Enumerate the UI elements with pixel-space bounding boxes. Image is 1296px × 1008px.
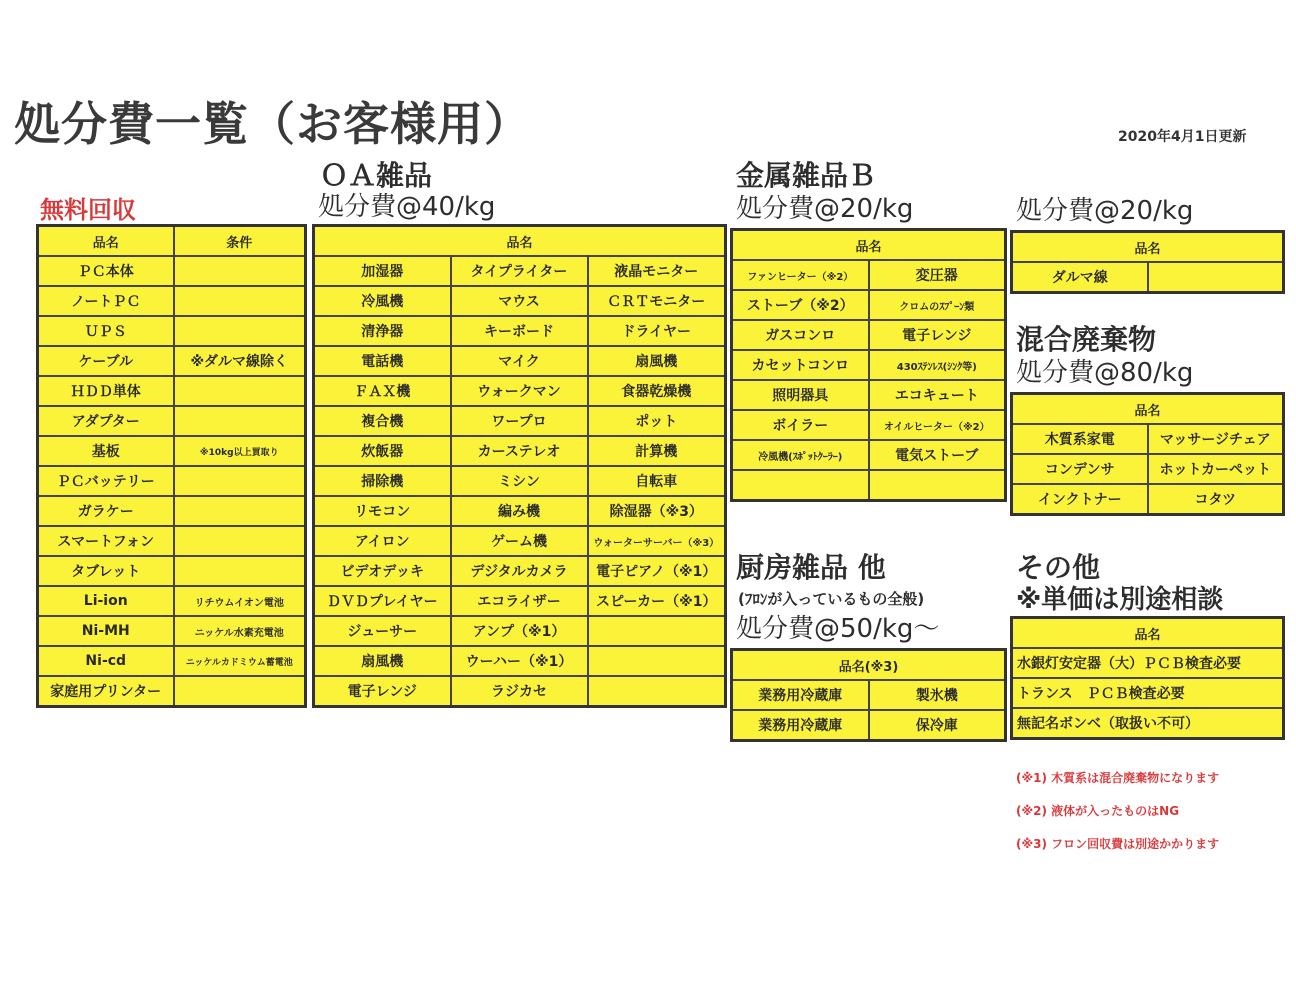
table-cell: スピーカー（※1） <box>588 586 726 616</box>
table-cell: ＵＰＳ <box>38 316 174 346</box>
table-row <box>314 526 726 556</box>
table-cell: 照明器具 <box>732 380 869 410</box>
table-cell: 電子ピアノ（※1） <box>588 556 726 586</box>
table-cell: ジューサー <box>314 616 451 646</box>
table-row <box>314 406 726 436</box>
table-cell <box>174 526 306 556</box>
table-cell <box>588 676 726 707</box>
table-cell: 自転車 <box>588 466 726 496</box>
table-row <box>732 260 1006 290</box>
table-row <box>38 676 306 707</box>
metal-price: 処分費@20/kg <box>736 194 914 224</box>
table-row <box>314 436 726 466</box>
table-cell: 業務用冷蔵庫 <box>732 680 869 710</box>
table-cell: コタツ <box>1148 484 1284 515</box>
daruma-table <box>1010 230 1285 294</box>
free-heading: 無料回収 <box>40 196 136 224</box>
table-cell: マイク <box>451 346 588 376</box>
table-cell: ニッケル水素充電池 <box>174 616 306 646</box>
table-cell: 食器乾燥機 <box>588 376 726 406</box>
mixed-table <box>1010 392 1285 516</box>
table-cell: 清浄器 <box>314 316 451 346</box>
table-cell: マウス <box>451 286 588 316</box>
table-cell: ボイラー <box>732 410 869 440</box>
table-row <box>732 470 1006 501</box>
table-cell: Ni-cd <box>38 646 174 676</box>
table-cell: 扇風機 <box>314 646 451 676</box>
kitchen-price: 処分費@50/kg～ <box>736 614 940 644</box>
table-cell: ＰＣ本体 <box>38 256 174 286</box>
header-cell-item: 品名 <box>38 226 174 257</box>
table-cell: カーステレオ <box>451 436 588 466</box>
table-cell: 掃除機 <box>314 466 451 496</box>
table-row <box>1012 424 1284 454</box>
table-cell: Ni-MH <box>38 616 174 646</box>
table-cell <box>174 376 306 406</box>
table-cell: 無記名ボンベ（取扱い不可） <box>1012 708 1284 739</box>
table-cell: ホットカーペット <box>1148 454 1284 484</box>
table-cell: 液晶モニター <box>588 256 726 286</box>
table-cell: 保冷庫 <box>869 710 1006 741</box>
header-cell-item: 品名 <box>314 226 726 257</box>
table-cell: ＤＶＤプレイヤー <box>314 586 451 616</box>
table-cell: ノートＰＣ <box>38 286 174 316</box>
table-cell: ニッケルカドミウム蓄電池 <box>174 646 306 676</box>
table-row <box>38 496 306 526</box>
table-cell: 冷風機(ｽﾎﾟｯﾄｸｰﾗｰ) <box>732 440 869 470</box>
table-cell: オイルヒーター（※2） <box>869 410 1006 440</box>
table-row <box>314 646 726 676</box>
table-cell: 変圧器 <box>869 260 1006 290</box>
table-cell <box>588 616 726 646</box>
table-cell: 炊飯器 <box>314 436 451 466</box>
table-cell: アイロン <box>314 526 451 556</box>
table-row <box>1012 484 1284 515</box>
table-cell: エコライザー <box>451 586 588 616</box>
table-cell: 基板 <box>38 436 174 466</box>
table-cell: 電子レンジ <box>314 676 451 707</box>
table-cell: デジタルカメラ <box>451 556 588 586</box>
daruma-price: 処分費@20/kg <box>1016 196 1194 226</box>
oa-heading: ＯＡ雑品 <box>320 159 433 192</box>
table-cell: Li-ion <box>38 586 174 616</box>
table-row <box>314 256 726 286</box>
table-cell: クロムのｽﾌﾟｰﾝ類 <box>869 290 1006 320</box>
table-cell: カセットコンロ <box>732 350 869 380</box>
oa-price: 処分費@40/kg <box>318 192 496 222</box>
table-row <box>314 376 726 406</box>
mixed-price: 処分費@80/kg <box>1016 358 1194 388</box>
table-cell: ガスコンロ <box>732 320 869 350</box>
table-row <box>732 410 1006 440</box>
table-cell <box>1148 262 1284 293</box>
updated-date: 2020年4月1日更新 <box>1118 129 1247 145</box>
table-cell: 水銀灯安定器（大）ＰＣＢ検査必要 <box>1012 648 1284 678</box>
table-cell: 家庭用プリンター <box>38 676 174 707</box>
header-cell-condition: 条件 <box>174 226 306 257</box>
table-cell: ダルマ線 <box>1012 262 1148 293</box>
table-cell <box>174 316 306 346</box>
footnote-3: (※3) フロン回収費は別途かかります <box>1016 837 1220 851</box>
footnotes <box>1016 762 1219 861</box>
free-table <box>36 224 307 708</box>
table-cell: アンプ（※1） <box>451 616 588 646</box>
table-row <box>38 586 306 616</box>
table-row <box>38 376 306 406</box>
table-cell: 計算機 <box>588 436 726 466</box>
other-table <box>1010 616 1285 740</box>
other-heading: その他 <box>1016 551 1101 584</box>
table-cell: ＨＤＤ単体 <box>38 376 174 406</box>
table-cell: インクトナー <box>1012 484 1148 515</box>
table-row <box>732 440 1006 470</box>
table-row <box>314 316 726 346</box>
footnote-2: (※2) 液体が入ったものはNG <box>1016 804 1180 818</box>
table-row <box>1012 678 1284 708</box>
table-cell: ※ダルマ線除く <box>174 346 306 376</box>
oa-table <box>312 224 727 708</box>
table-cell: ＰＣバッテリー <box>38 466 174 496</box>
table-cell: キーボード <box>451 316 588 346</box>
table-cell: タブレット <box>38 556 174 586</box>
table-row <box>732 320 1006 350</box>
table-header-row <box>38 226 306 257</box>
table-cell <box>174 406 306 436</box>
table-cell <box>869 470 1006 501</box>
table-row <box>38 466 306 496</box>
table-row <box>732 350 1006 380</box>
table-row <box>314 586 726 616</box>
table-cell: 製氷機 <box>869 680 1006 710</box>
table-cell: コンデンサ <box>1012 454 1148 484</box>
mixed-heading: 混合廃棄物 <box>1016 323 1157 356</box>
metal-table <box>730 228 1007 502</box>
table-row <box>38 616 306 646</box>
table-cell <box>588 646 726 676</box>
table-row <box>38 526 306 556</box>
table-cell: 電子レンジ <box>869 320 1006 350</box>
table-cell: エコキュート <box>869 380 1006 410</box>
table-cell: ガラケー <box>38 496 174 526</box>
table-cell: ゲーム機 <box>451 526 588 556</box>
table-row <box>732 710 1006 741</box>
table-cell: 除湿器（※3） <box>588 496 726 526</box>
table-cell: 加湿器 <box>314 256 451 286</box>
metal-heading: 金属雑品Ｂ <box>736 159 877 192</box>
table-cell: タイプライター <box>451 256 588 286</box>
kitchen-note: (ﾌﾛﾝが入っているもの全般) <box>738 590 925 608</box>
table-cell: ※10kg以上買取り <box>174 436 306 466</box>
table-row <box>38 406 306 436</box>
table-cell: ミシン <box>451 466 588 496</box>
header-cell-item: 品名 <box>1012 618 1284 649</box>
table-header-row <box>1012 232 1284 263</box>
table-row <box>38 316 306 346</box>
table-header-row <box>314 226 726 257</box>
table-cell: ウォーターサーバー（※3） <box>588 526 726 556</box>
table-cell: 電気ストーブ <box>869 440 1006 470</box>
table-header-row <box>732 650 1006 681</box>
table-cell <box>174 676 306 707</box>
table-row <box>314 556 726 586</box>
table-row <box>732 290 1006 320</box>
table-cell: ＣＲＴモニター <box>588 286 726 316</box>
table-cell: リチウムイオン電池 <box>174 586 306 616</box>
table-row <box>732 380 1006 410</box>
table-row <box>38 346 306 376</box>
table-cell: アダプター <box>38 406 174 436</box>
table-cell: 電話機 <box>314 346 451 376</box>
table-cell <box>174 466 306 496</box>
table-cell: ポット <box>588 406 726 436</box>
table-row <box>1012 262 1284 293</box>
table-cell: スマートフォン <box>38 526 174 556</box>
table-cell: ファンヒーター（※2） <box>732 260 869 290</box>
table-cell: ビデオデッキ <box>314 556 451 586</box>
table-row <box>314 286 726 316</box>
table-cell: ワープロ <box>451 406 588 436</box>
table-cell: 扇風機 <box>588 346 726 376</box>
table-cell: ラジカセ <box>451 676 588 707</box>
table-cell: 木質系家電 <box>1012 424 1148 454</box>
footnote-1: (※1) 木質系は混合廃棄物になります <box>1016 771 1220 785</box>
table-cell: 編み機 <box>451 496 588 526</box>
kitchen-table <box>730 648 1007 742</box>
table-row <box>38 556 306 586</box>
table-cell: ウーハー（※1） <box>451 646 588 676</box>
table-cell: 430ｽﾃﾝﾚｽ(ｼﾝｸ等) <box>869 350 1006 380</box>
header-cell-item: 品名 <box>1012 232 1284 263</box>
table-cell: 業務用冷蔵庫 <box>732 710 869 741</box>
table-row <box>38 286 306 316</box>
page-title: 処分費一覧（お客様用） <box>14 97 531 151</box>
table-cell: ドライヤー <box>588 316 726 346</box>
table-cell: 冷風機 <box>314 286 451 316</box>
table-cell: ケーブル <box>38 346 174 376</box>
table-cell <box>174 556 306 586</box>
table-row <box>38 256 306 286</box>
header-cell-item: 品名 <box>732 230 1006 261</box>
table-cell: リモコン <box>314 496 451 526</box>
table-row <box>314 616 726 646</box>
header-cell-item: 品名(※3) <box>732 650 1006 681</box>
table-row <box>732 680 1006 710</box>
kitchen-heading: 厨房雑品 他 <box>736 551 886 584</box>
header-cell-item: 品名 <box>1012 394 1284 425</box>
table-cell: マッサージチェア <box>1148 424 1284 454</box>
table-row <box>38 646 306 676</box>
other-note: ※単価は別途相談 <box>1016 585 1224 615</box>
table-cell: ＦＡＸ機 <box>314 376 451 406</box>
table-row <box>314 346 726 376</box>
table-row <box>1012 454 1284 484</box>
table-header-row <box>1012 394 1284 425</box>
table-row <box>1012 648 1284 678</box>
table-row <box>38 436 306 466</box>
table-row <box>314 496 726 526</box>
table-cell <box>174 256 306 286</box>
table-cell <box>174 496 306 526</box>
table-row <box>314 676 726 707</box>
table-header-row <box>732 230 1006 261</box>
table-cell <box>732 470 869 501</box>
table-cell: トランス ＰＣＢ検査必要 <box>1012 678 1284 708</box>
table-row <box>314 466 726 496</box>
table-cell: ストーブ（※2） <box>732 290 869 320</box>
table-cell: 複合機 <box>314 406 451 436</box>
table-cell: ウォークマン <box>451 376 588 406</box>
table-row <box>1012 708 1284 739</box>
table-cell <box>174 286 306 316</box>
table-header-row <box>1012 618 1284 649</box>
